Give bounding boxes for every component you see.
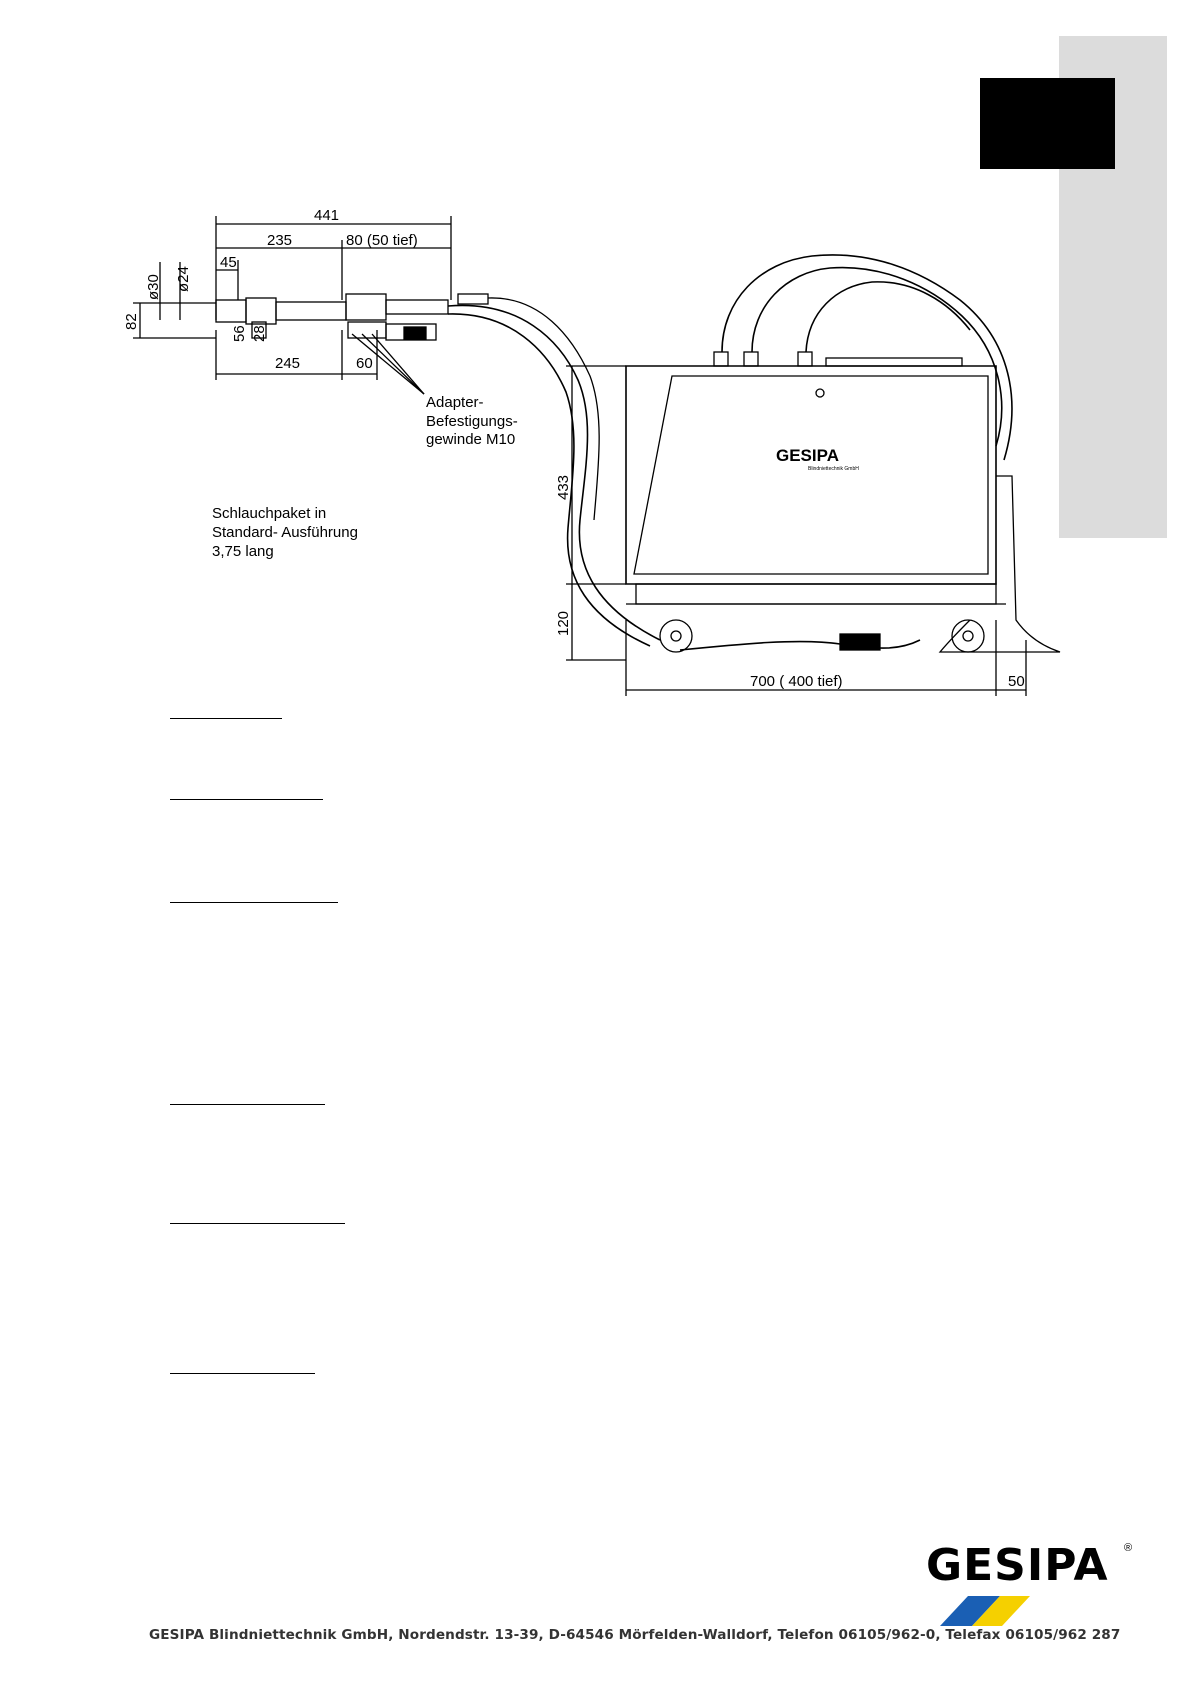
heading-underline-2	[170, 799, 323, 800]
adapter-label-line-3: gewinde M10	[426, 431, 516, 448]
heading-underline-6	[170, 1373, 315, 1374]
unit-logo: GESIPA	[776, 446, 839, 465]
unit-logo-sub: Blindniettechnik GmbH	[808, 466, 859, 472]
heading-underline-5	[170, 1223, 345, 1224]
adapter-label-line-2: Befestigungs-	[426, 413, 518, 430]
dim-235: 235	[267, 232, 293, 249]
logo-registered-mark: ®	[1124, 1542, 1133, 1554]
dim-28: 28	[251, 325, 268, 342]
logo-wordmark: GESIPA	[926, 1540, 1109, 1591]
technical-drawing	[0, 0, 1191, 720]
hose-label-line-1: Schlauchpaket in	[212, 505, 327, 522]
adapter-label-line-1: Adapter-	[426, 394, 484, 411]
dim-82: 82	[123, 313, 140, 330]
dim-d30: ø30	[145, 274, 162, 300]
heading-underline-4	[170, 1104, 325, 1105]
dim-d24: ø24	[175, 266, 192, 292]
dim-120: 120	[555, 610, 572, 636]
dim-433: 433	[555, 474, 572, 500]
dim-700: 700 ( 400 tief)	[750, 673, 843, 690]
dim-50: 50	[1008, 673, 1025, 690]
dim-245: 245	[275, 355, 301, 372]
dim-60: 60	[356, 355, 373, 372]
dim-45: 45	[220, 254, 237, 271]
hose-label-line-2: Standard- Ausführung	[212, 524, 358, 541]
logo-stripes	[920, 1540, 1140, 1626]
dim-56: 56	[231, 325, 248, 342]
hose-label-line-3: 3,75 lang	[212, 543, 274, 560]
heading-underline-3	[170, 902, 338, 903]
gesipa-logo	[920, 1540, 1140, 1626]
dim-80: 80 (50 tief)	[346, 232, 418, 249]
heading-underline-1	[170, 718, 282, 719]
dim-441: 441	[314, 207, 340, 224]
footer-address: GESIPA Blindniettechnik GmbH, Nordendstr. 13-39, D-64546 Mörfelden-Walldorf, Telefon 06105/962-0, Telefax 06105/962 287	[149, 1627, 1121, 1643]
